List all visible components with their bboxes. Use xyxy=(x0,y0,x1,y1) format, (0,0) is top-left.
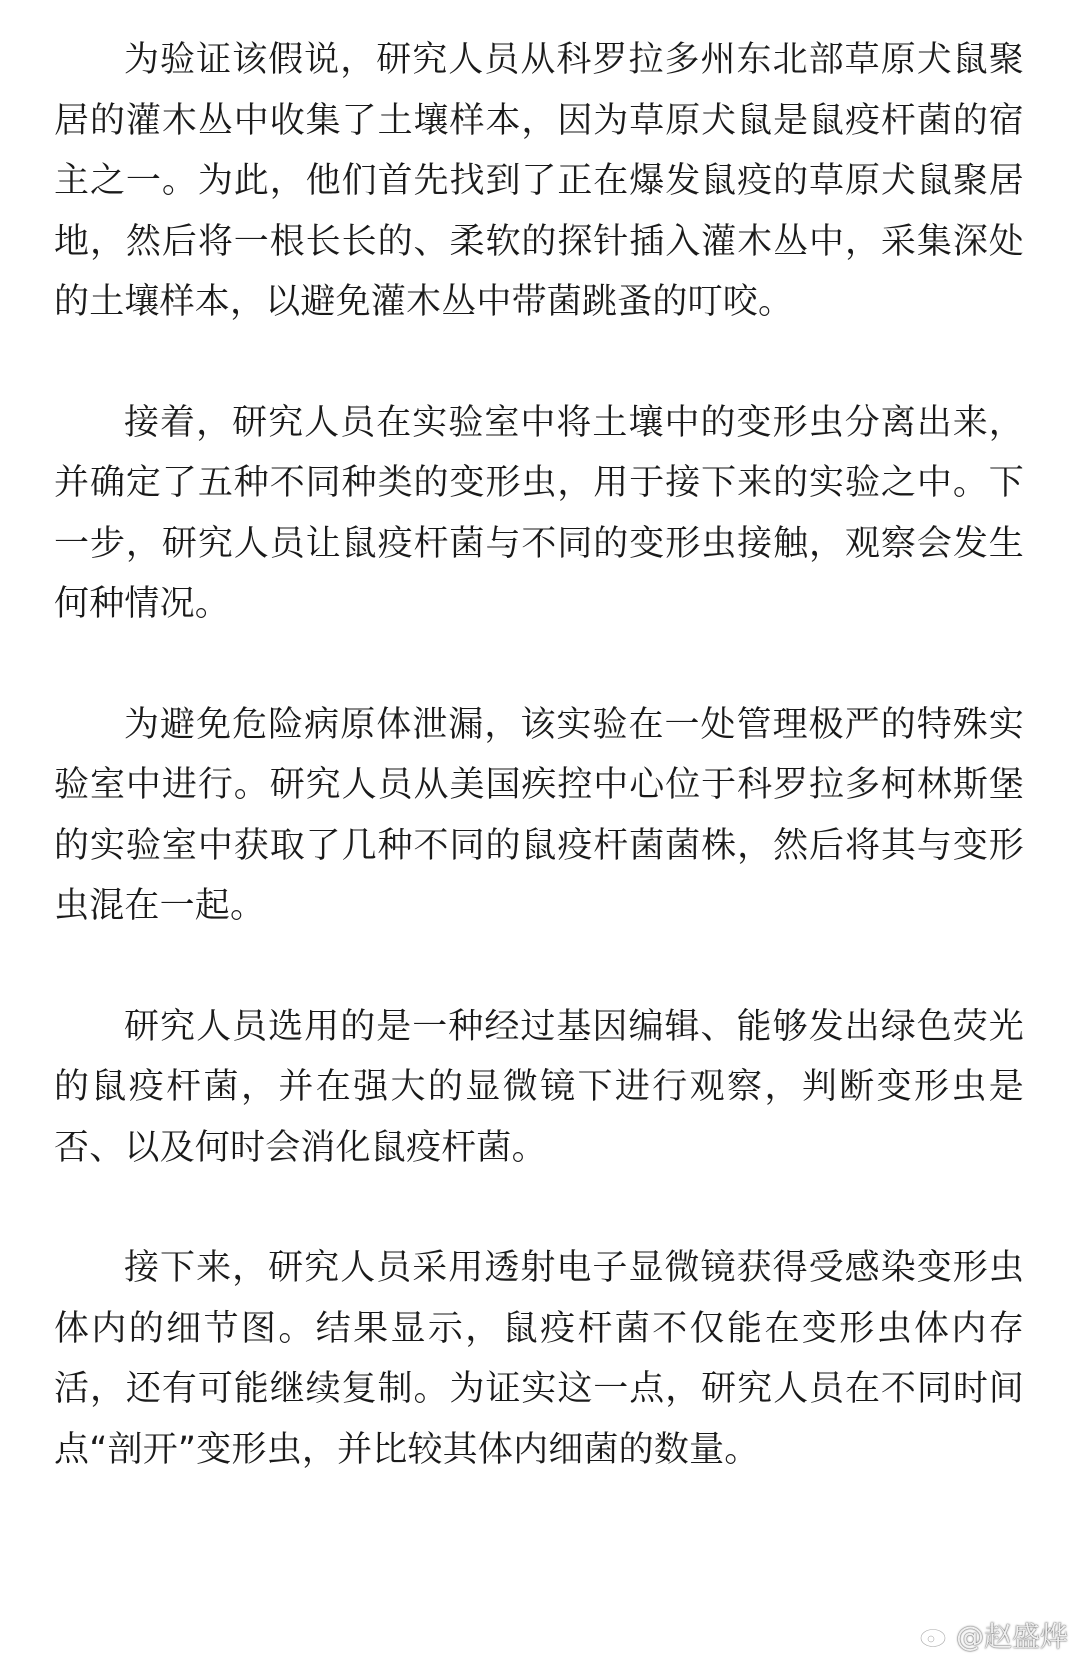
weibo-icon xyxy=(918,1621,952,1649)
paragraph-1: 为验证该假说，研究人员从科罗拉多州东北部草原犬鼠聚居的灌木丛中收集了土壤样本，因为草原犬鼠是鼠疫杆菌的宿主之一。为此，他们首先找到了正在爆发鼠疫的草原犬鼠聚居地，然后将一根长长的、柔软的探针插入灌木丛中，采集深处的土壤样本，以避免灌木丛中带菌跳蚤的叮咬。 xyxy=(54,40,1024,322)
watermark xyxy=(918,1615,1068,1655)
paragraph-2: 接着，研究人员在实验室中将土壤中的变形虫分离出来，并确定了五种不同种类的变形虫，用于接下来的实验之中。下一步，研究人员让鼠疫杆菌与不同的变形虫接触，观察会发生何种情况。 xyxy=(54,402,1024,624)
watermark-text: @赵盛烨 xyxy=(955,1620,1068,1653)
paragraph-4: 研究人员选用的是一种经过基因编辑、能够发出绿色荧光的鼠疫杆菌，并在强大的显微镜下进行观察，判断变形虫是否、以及何时会消化鼠疫杆菌。 xyxy=(54,1006,1024,1168)
article-body xyxy=(54,30,1024,1540)
paragraph-3: 为避免危险病原体泄漏，该实验在一处管理极严的特殊实验室中进行。研究人员从美国疾控中心位于科罗拉多柯林斯堡的实验室中获取了几种不同的鼠疫杆菌菌株，然后将其与变形虫混在一起。 xyxy=(54,704,1024,926)
paragraph-5: 接下来，研究人员采用透射电子显微镜获得受感染变形虫体内的细节图。结果显示，鼠疫杆菌不仅能在变形虫体内存活，还有可能继续复制。为证实这一点，研究人员在不同时间点“剖开”变形虫，并比较其体内细菌的数量。 xyxy=(54,1248,1024,1470)
